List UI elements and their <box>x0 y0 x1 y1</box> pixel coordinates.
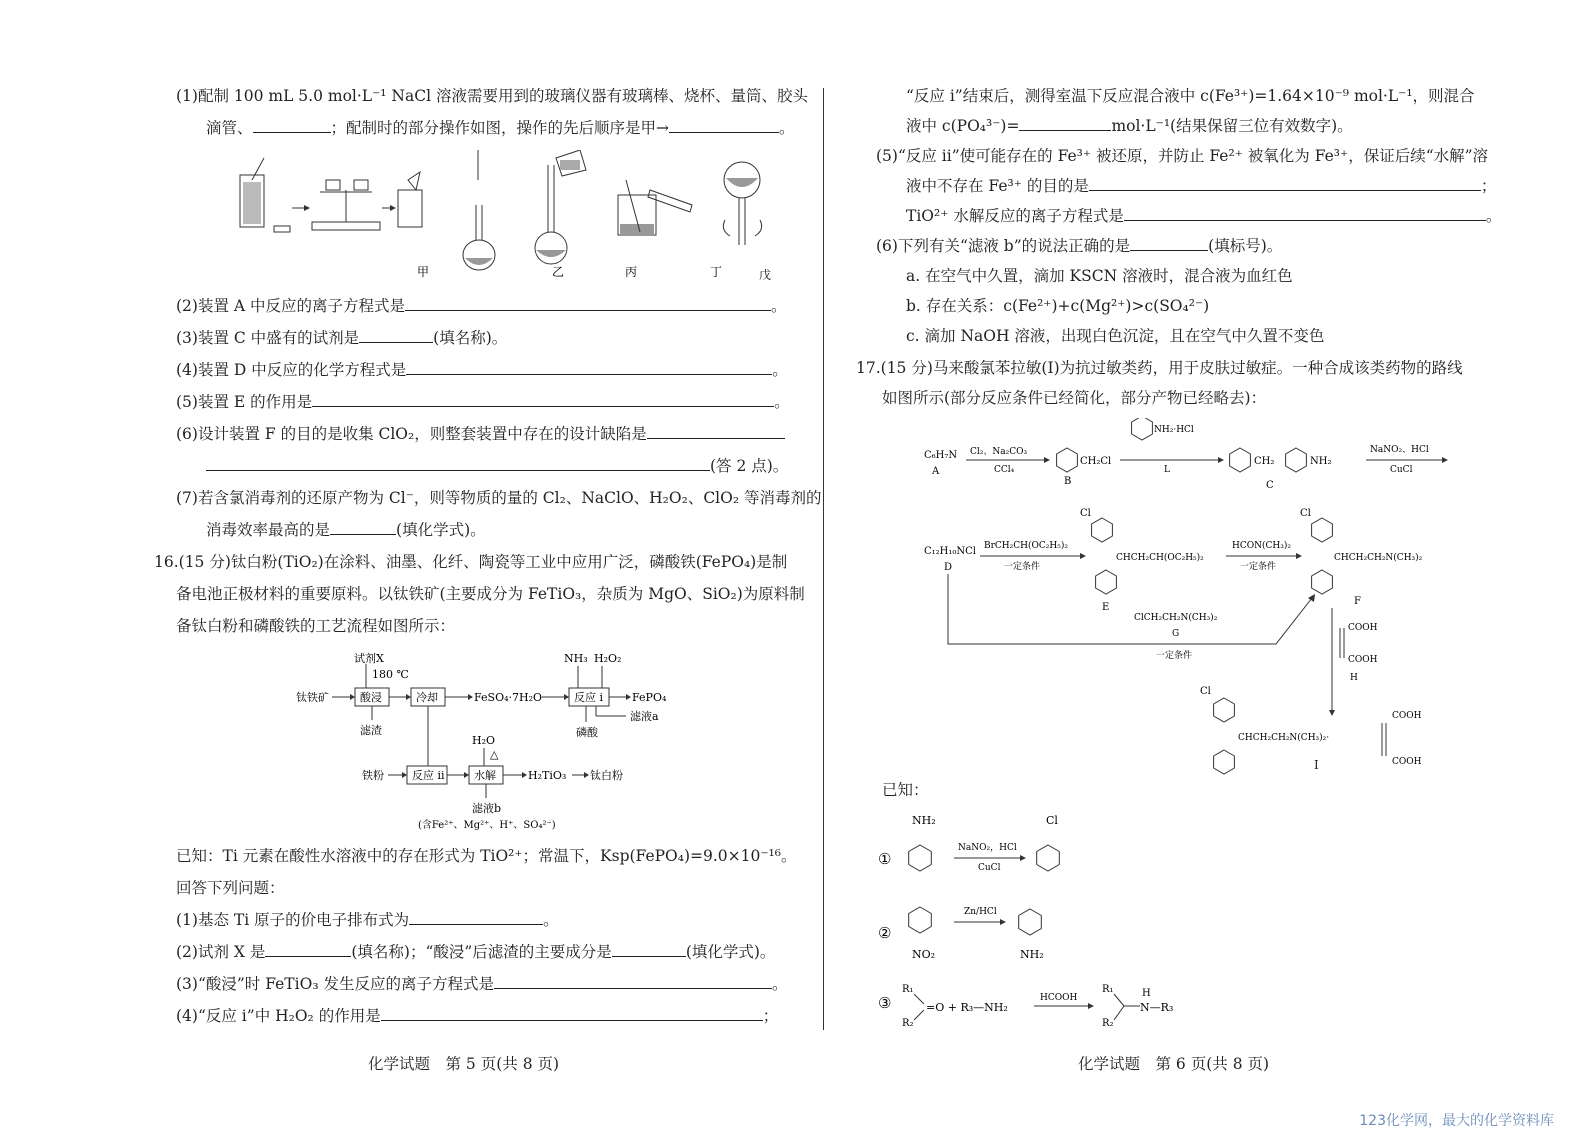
label-yi: 乙 <box>552 265 565 279</box>
svg-text:H₂O₂: H₂O₂ <box>594 652 622 665</box>
q16-6-option-b: b. 存在关系：c(Fe²⁺)+c(Mg²⁺)>c(SO₄²⁻) <box>906 297 1210 315</box>
q16-5-line3: TiO²⁺ 水解反应的离子方程式是 。 <box>906 207 1502 225</box>
process-flow-diagram <box>296 648 676 838</box>
answer-blank[interactable] <box>1019 116 1111 131</box>
q15-6: (6)设计装置 F 的目的是收集 ClO₂，则整套装置中存在的设计缺陷是 <box>176 424 785 444</box>
svg-text:NH₂·HCl: NH₂·HCl <box>1154 425 1194 435</box>
chlorobenzene-ring-icon <box>1037 845 1060 871</box>
answer-blank[interactable] <box>1089 176 1481 191</box>
right-page-footer: 化学试题 第 6 页(共 8 页) <box>1078 1055 1270 1073</box>
label-ding: 丁 <box>710 265 723 279</box>
svg-text:Cl: Cl <box>1300 508 1311 519</box>
svg-text:E: E <box>1102 602 1110 613</box>
q16-6-option-a: a. 在空气中久置，滴加 KSCN 溶液时，混合液为血红色 <box>906 267 1293 285</box>
q15-1-line1: (1)配制 100 mL 5.0 mol·L⁻¹ NaCl 溶液需要用到的玻璃仪器有玻璃棒、烧杯、量筒、胶头 <box>176 87 808 105</box>
svg-text:A: A <box>932 466 940 477</box>
q15-5: (5)装置 E 的作用是 。 <box>176 393 790 411</box>
svg-text:R₁: R₁ <box>1102 984 1114 995</box>
svg-text:R₂: R₂ <box>902 1018 914 1029</box>
q16-answer-prompt: 回答下列问题： <box>176 879 285 897</box>
svg-text:磷酸: 磷酸 <box>576 726 598 739</box>
svg-text:C₆H₇N: C₆H₇N <box>924 450 958 461</box>
transfer-flask-icon <box>535 150 586 264</box>
synthesis-route-diagram <box>920 418 1480 778</box>
q16-2: (2)试剂 X 是 (填名称)；“酸浸”后滤渣的主要成分是 (填化学式)。 <box>176 943 776 961</box>
svg-text:B: B <box>1064 476 1072 487</box>
svg-text:F: F <box>1354 596 1361 607</box>
q16-known: 已知：Ti 元素在酸性水溶液中的存在形式为 TiO²⁺；常温下，Ksp(FePO₄)=9.0×10⁻¹⁶。 <box>176 847 797 865</box>
svg-text:一定条件: 一定条件 <box>1240 562 1277 572</box>
left-page-footer: 化学试题 第 5 页(共 8 页) <box>368 1055 560 1073</box>
svg-text:铁粉: 铁粉 <box>362 769 384 782</box>
q15-3: (3)装置 C 中盛有的试剂是 (填名称)。 <box>176 329 508 347</box>
svg-text:HCON(CH₃)₂: HCON(CH₃)₂ <box>1232 541 1291 551</box>
svg-text:①: ① <box>878 850 892 868</box>
svg-text:COOH: COOH <box>1392 757 1422 767</box>
svg-text:反应 ii: 反应 ii <box>412 769 445 782</box>
q15-7-line1: (7)若含氯消毒剂的还原产物为 Cl⁻，则等物质的量的 Cl₂、NaClO、H₂O₂、ClO₂ 等消毒剂的 <box>176 489 822 507</box>
svg-text:滤渣: 滤渣 <box>360 724 382 737</box>
column-divider <box>823 88 824 1030</box>
dropper-flask-icon <box>463 150 495 270</box>
svg-text:COOH: COOH <box>1348 623 1378 633</box>
svg-text:C: C <box>1266 480 1274 491</box>
chlorobenzene-ring-icon <box>1312 518 1333 542</box>
q15-6-cont: (答 2 点)。 <box>206 456 788 476</box>
svg-text:C₁₂H₁₀NCl: C₁₂H₁₀NCl <box>924 546 977 557</box>
svg-text:D: D <box>944 562 953 573</box>
label-jia: 甲 <box>417 265 430 279</box>
pyridine-ring-icon <box>1230 448 1251 472</box>
answer-blank[interactable] <box>265 942 351 957</box>
svg-text:钛铁矿: 钛铁矿 <box>296 691 329 704</box>
svg-text:FePO₄: FePO₄ <box>632 691 667 704</box>
answer-blank[interactable] <box>669 118 779 133</box>
svg-text:N—R₃: N—R₃ <box>1140 1001 1174 1014</box>
svg-text:(含Fe²⁺、Mg²⁺、H⁺、SO₄²⁻): (含Fe²⁺、Mg²⁺、H⁺、SO₄²⁻) <box>418 820 556 831</box>
svg-text:L: L <box>1164 465 1170 475</box>
nitrobenzene-ring-icon <box>909 907 932 933</box>
svg-text:NO₂: NO₂ <box>912 948 936 961</box>
q16-line3: 备钛白粉和磷酸铁的工艺流程如图所示： <box>176 617 456 635</box>
svg-text:ClCH₂CH₂N(CH₃)₂: ClCH₂CH₂N(CH₃)₂ <box>1134 613 1218 623</box>
q16-line2: 备电池正极材料的重要原料。以钛铁矿(主要成分为 FeTiO₃，杂质为 MgO、SiO₂)为原料制 <box>176 585 805 603</box>
answer-blank[interactable] <box>494 974 772 989</box>
svg-text:Zn/HCl: Zn/HCl <box>964 907 997 917</box>
q15-1-line2: 滴管、 ；配制时的部分操作如图，操作的先后顺序是甲→ 。 <box>206 119 795 137</box>
benzene-ring-icon <box>1132 418 1153 440</box>
label-bing: 丙 <box>625 265 638 279</box>
svg-text:△: △ <box>490 748 499 761</box>
svg-text:CH₂: CH₂ <box>1254 456 1275 467</box>
svg-text:BrCH₂CH(OC₂H₅)₂: BrCH₂CH(OC₂H₅)₂ <box>984 541 1068 551</box>
svg-text:水解: 水解 <box>474 769 496 782</box>
q16-4-cont-line2: 液中 c(PO₄³⁻)= mol·L⁻¹(结果保留三位有效数字)。 <box>906 117 1353 135</box>
q15-4: (4)装置 D 中反应的化学方程式是 。 <box>176 361 788 379</box>
svg-text:CHCH₂CH₂N(CH₃)₂·: CHCH₂CH₂N(CH₃)₂· <box>1238 733 1330 743</box>
svg-text:NaNO₂、HCl: NaNO₂、HCl <box>1370 445 1429 455</box>
svg-text:反应 i: 反应 i <box>574 691 604 704</box>
svg-text:COOH: COOH <box>1348 655 1378 665</box>
svg-text:Cl: Cl <box>1200 686 1211 697</box>
answer-blank[interactable] <box>206 456 710 471</box>
answer-blank[interactable] <box>330 520 396 535</box>
q16-1: (1)基态 Ti 原子的价电子排布式为 。 <box>176 911 559 929</box>
svg-text:FeSO₄·7H₂O: FeSO₄·7H₂O <box>474 691 543 704</box>
q15-2: (2)装置 A 中反应的离子方程式是 。 <box>176 297 787 315</box>
svg-text:冷却: 冷却 <box>416 691 438 704</box>
svg-text:HCOOH: HCOOH <box>1040 993 1078 1003</box>
svg-text:H₂TiO₃: H₂TiO₃ <box>528 769 567 782</box>
svg-text:R₁: R₁ <box>902 984 914 995</box>
svg-text:Cl₂、Na₂CO₃: Cl₂、Na₂CO₃ <box>970 447 1028 457</box>
product-i-label: I <box>1314 758 1319 772</box>
svg-text:Cl: Cl <box>1080 508 1091 519</box>
aniline-ring-icon <box>1019 909 1042 935</box>
svg-text:试剂X: 试剂X <box>354 652 384 665</box>
answer-blank[interactable] <box>359 328 433 343</box>
chlorobenzene-ring-icon <box>1214 698 1235 722</box>
q16-line1: 16.(15 分)钛白粉(TiO₂)在涂料、油墨、化纤、陶瓷等工业中应用广泛，磷酸铁(FePO₄)是制 <box>154 553 788 571</box>
q16-6: (6)下列有关“滤液 b”的说法正确的是 (填标号)。 <box>876 237 1283 255</box>
svg-text:滤液b: 滤液b <box>472 802 502 815</box>
svg-text:=O + R₃—NH₂: =O + R₃—NH₂ <box>926 1001 1008 1014</box>
site-watermark: 123化学网，最大的化学资料库 <box>1359 1113 1554 1129</box>
label-wu-text: 戊 <box>759 268 772 282</box>
known-reactions-diagram <box>870 808 1230 1038</box>
aniline-ring-icon <box>909 845 932 871</box>
benzene-ring-icon <box>1286 448 1307 472</box>
pyridine-ring-icon <box>1214 750 1235 774</box>
svg-text:CCl₄: CCl₄ <box>994 465 1015 475</box>
answer-blank[interactable] <box>1124 206 1486 221</box>
answer-blank[interactable] <box>406 360 772 375</box>
svg-text:Cl: Cl <box>1046 814 1058 827</box>
answer-blank[interactable] <box>381 1006 763 1021</box>
q17-line2: 如图所示(部分反应条件已经简化，部分产物已经略去)： <box>882 389 1267 407</box>
svg-text:一定条件: 一定条件 <box>1156 651 1193 661</box>
answer-blank[interactable] <box>405 296 771 311</box>
svg-text:H: H <box>1350 673 1358 683</box>
invert-flask-icon <box>723 162 761 245</box>
svg-text:CHCH₂CH₂N(CH₃)₂: CHCH₂CH₂N(CH₃)₂ <box>1334 553 1423 563</box>
apparatus-figure <box>230 150 790 280</box>
known-title: 已知： <box>882 781 929 799</box>
q16-3: (3)“酸浸”时 FeTiO₃ 发生反应的离子方程式是 。 <box>176 975 788 993</box>
pyridine-ring-icon <box>1096 570 1117 594</box>
svg-text:H: H <box>1142 988 1151 999</box>
svg-text:180 ℃: 180 ℃ <box>372 668 409 681</box>
pyridine-ring-icon <box>1312 570 1333 594</box>
q16-4-cont-line1: “反应 i”结束后，测得室温下反应混合液中 c(Fe³⁺)=1.64×10⁻⁹ mol·L⁻¹，则混合 <box>906 87 1475 105</box>
q17-line1: 17.(15 分)马来酸氯苯拉敏(I)为抗过敏类药，用于皮肤过敏症。一种合成该类药物的路线 <box>856 359 1463 377</box>
stir-beaker-icon <box>618 180 692 235</box>
svg-text:酸浸: 酸浸 <box>360 691 382 704</box>
chlorobenzene-ring-icon <box>1092 518 1113 542</box>
answer-blank[interactable] <box>612 942 686 957</box>
svg-text:②: ② <box>878 924 892 942</box>
q16-6-option-c: c. 滴加 NaOH 溶液，出现白色沉淀，且在空气中久置不变色 <box>906 327 1325 345</box>
svg-text:CH₂Cl: CH₂Cl <box>1080 456 1112 467</box>
svg-text:一定条件: 一定条件 <box>1004 562 1041 572</box>
svg-text:G: G <box>1172 629 1180 639</box>
svg-text:CuCl: CuCl <box>1390 465 1413 475</box>
svg-text:H₂O: H₂O <box>472 734 496 747</box>
q16-5-line1: (5)“反应 ii”使可能存在的 Fe³⁺ 被还原，并防止 Fe²⁺ 被氧化为 Fe³⁺，保证后续“水解”溶 <box>876 147 1489 165</box>
svg-text:CHCH₂CH(OC₂H₅)₂: CHCH₂CH(OC₂H₅)₂ <box>1116 553 1204 563</box>
svg-text:NaNO₂，HCl: NaNO₂，HCl <box>958 843 1017 853</box>
svg-text:③: ③ <box>878 994 892 1012</box>
answer-blank[interactable] <box>647 424 785 439</box>
q15-7-line2: 消毒效率最高的是 (填化学式)。 <box>206 521 486 539</box>
q16-4: (4)“反应 i”中 H₂O₂ 的作用是 ； <box>176 1007 779 1025</box>
svg-text:CuCl: CuCl <box>978 863 1001 873</box>
q16-5-line2: 液中不存在 Fe³⁺ 的目的是 ； <box>906 177 1497 195</box>
svg-text:NH₂: NH₂ <box>912 814 936 827</box>
svg-text:R₂: R₂ <box>1102 1018 1114 1029</box>
weighing-icon <box>240 158 422 232</box>
svg-text:NH₂: NH₂ <box>1310 456 1332 467</box>
svg-text:COOH: COOH <box>1392 711 1422 721</box>
svg-text:钛白粉: 钛白粉 <box>590 769 623 782</box>
svg-text:NH₂: NH₂ <box>1020 948 1044 961</box>
svg-text:滤液a: 滤液a <box>630 710 659 723</box>
answer-blank[interactable] <box>253 118 331 133</box>
answer-blank[interactable] <box>1130 236 1208 251</box>
svg-text:NH₃: NH₃ <box>564 652 588 665</box>
pyridine-ring-icon <box>1057 448 1078 472</box>
answer-blank[interactable] <box>409 910 543 925</box>
answer-blank[interactable] <box>312 392 774 407</box>
